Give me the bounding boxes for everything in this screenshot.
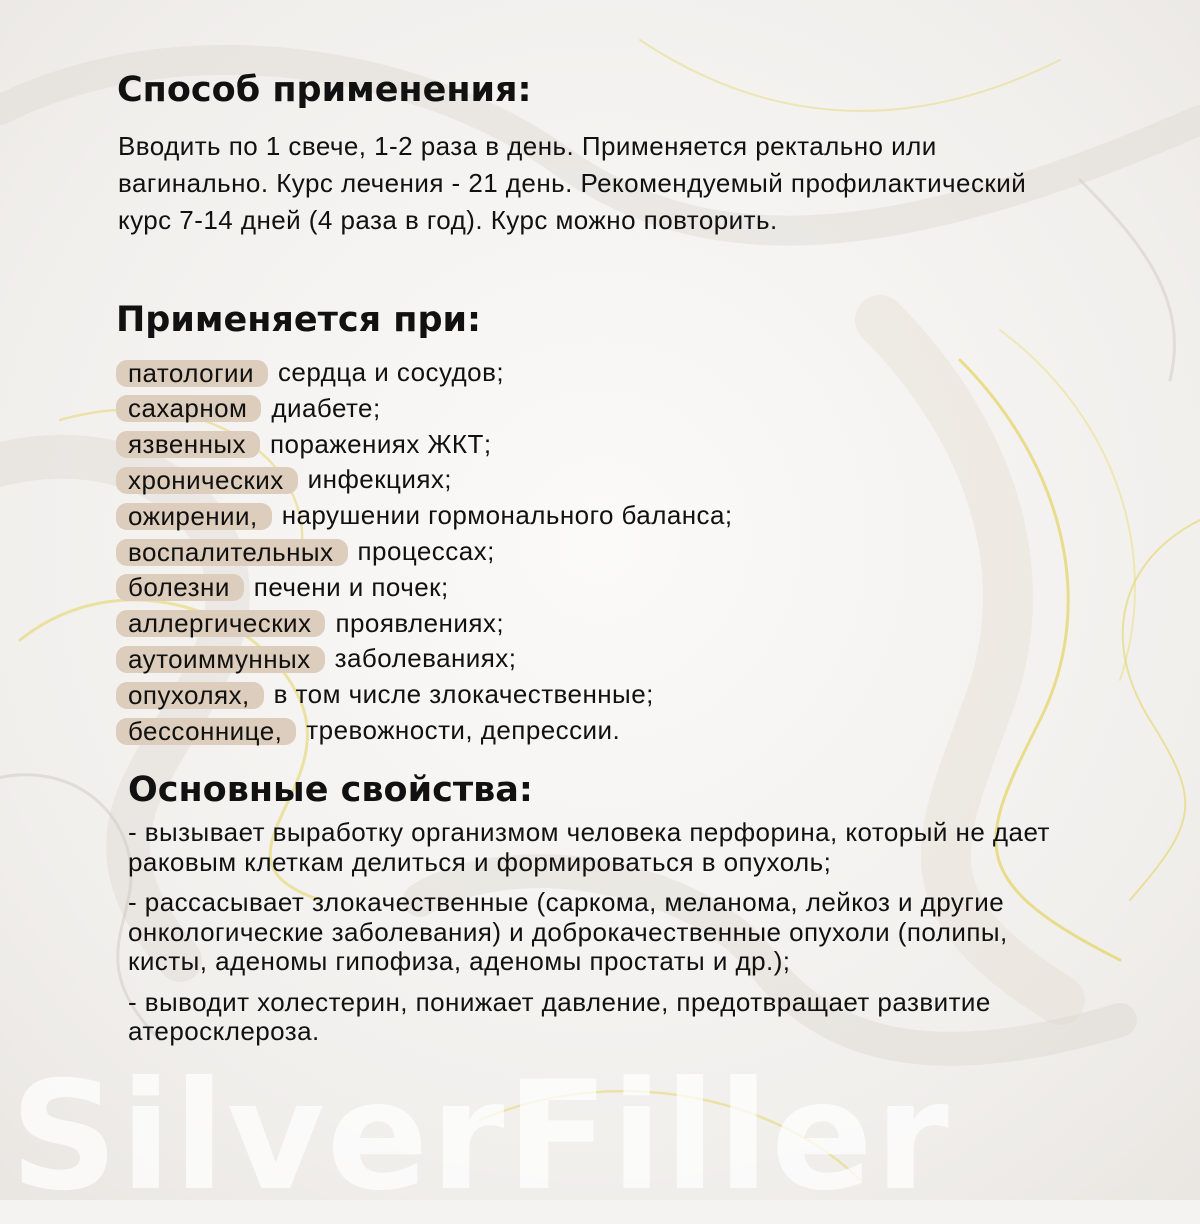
list-item	[116, 390, 733, 426]
list-item	[116, 569, 733, 605]
property-item: - выводит холестерин, понижает давление, предотвращает развитие атеросклероза.	[128, 986, 991, 1046]
usage-heading: Способ применения:	[117, 70, 532, 110]
highlight-tag: опухолях,	[116, 682, 264, 709]
item-text: заболеваниях;	[334, 643, 517, 674]
highlight-tag: патологии	[116, 360, 268, 387]
list-item	[116, 605, 733, 641]
highlight-tag: язвенных	[116, 431, 260, 458]
highlight-tag: хронических	[116, 467, 298, 494]
list-item	[116, 426, 733, 462]
property-item: - рассасывает злокачественные (саркома, меланома, лейкоз и другие онкологические заболевания) и доброкачественные опухоли (полипы, кисты, аденомы гипофиза, аденомы простаты и др.);	[128, 887, 1008, 976]
item-text: проявлениях;	[335, 607, 504, 638]
item-text: диабете;	[271, 393, 381, 424]
properties-list	[128, 818, 1078, 1058]
highlight-tag: сахарном	[116, 395, 261, 422]
usage-text: Вводить по 1 свече, 1-2 раза в день. Применяется ректально или вагинально. Курс лечения - 21 день. Рекомендуемый профилактический курс 7-14 дней (4 раза в год). Курс можно повторить.	[118, 131, 1027, 235]
list-item	[116, 533, 733, 569]
list-item	[116, 461, 733, 497]
item-text: процессах;	[357, 536, 495, 567]
item-text: сердца и сосудов;	[277, 357, 505, 388]
list-item	[116, 354, 733, 390]
indications-heading: Применяется при:	[116, 300, 482, 340]
highlight-tag: аутоиммунных	[116, 646, 325, 673]
list-item	[116, 676, 733, 712]
highlight-tag: воспалительных	[116, 539, 348, 566]
item-text: в том числе злокачественные;	[273, 679, 654, 710]
highlight-tag: ожирении,	[116, 503, 272, 530]
highlight-tag: болезни	[116, 574, 244, 601]
item-text: тревожности, депрессии.	[306, 715, 621, 746]
properties-heading: Основные свойства:	[128, 770, 533, 810]
item-text: инфекциях;	[307, 464, 452, 495]
indications-list	[116, 354, 733, 748]
highlight-tag: аллергических	[116, 610, 325, 637]
list-item	[116, 497, 733, 533]
property-item: - вызывает выработку организмом человека перфорина, который не дает раковым клеткам делиться и формироваться в опухоль;	[128, 817, 1050, 877]
brand-watermark: SilverFiller	[10, 1050, 951, 1224]
item-text: нарушении гормонального баланса;	[281, 500, 733, 531]
list-item	[116, 712, 733, 748]
highlight-tag: бессоннице,	[116, 718, 296, 745]
item-text: поражениях ЖКТ;	[270, 428, 492, 459]
list-item	[116, 640, 733, 676]
item-text: печени и почек;	[253, 572, 449, 602]
